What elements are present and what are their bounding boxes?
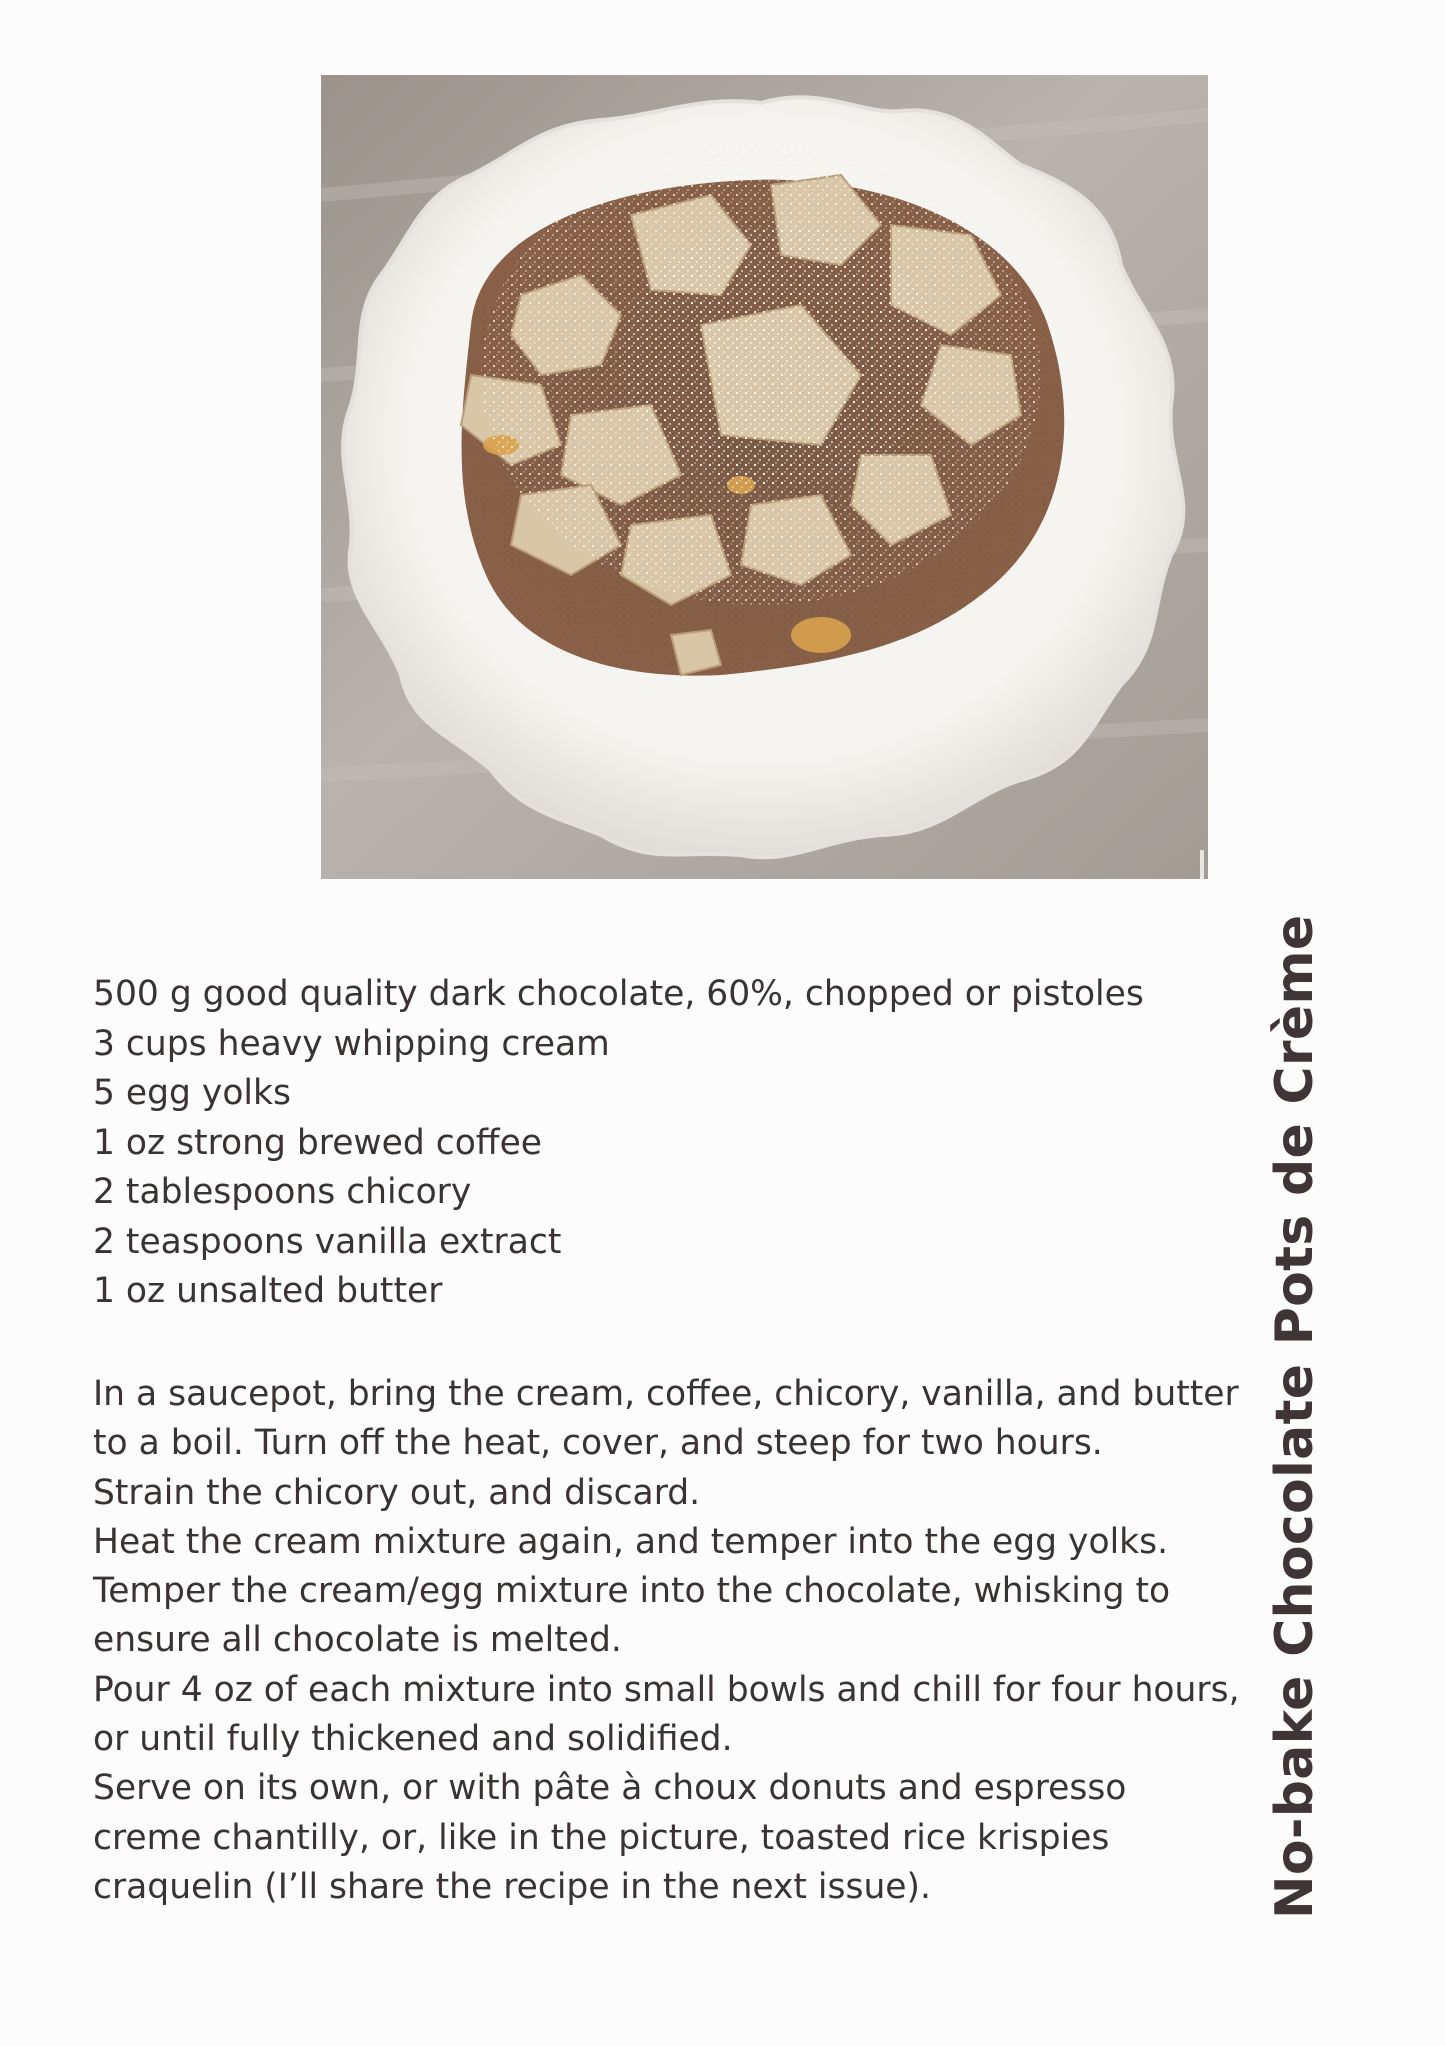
method-line: In a saucepot, bring the cream, coffee, chicory, vanilla, and butter <box>93 1374 1239 1414</box>
method-line: Temper the cream/egg mixture into the chocolate, whisking to <box>93 1571 1171 1612</box>
ingredient-item: 1 oz unsalted butter <box>93 1271 443 1311</box>
method-line: ensure all chocolate is melted. <box>93 1620 622 1661</box>
method-line: Pour 4 oz of each mixture into small bowls and chill for four hours, <box>93 1669 1240 1710</box>
method-line: Strain the chicory out, and discard. <box>93 1472 701 1513</box>
method-line: creme chantilly, or, like in the picture, toasted rice krispies <box>93 1817 1110 1858</box>
method-line: Serve on its own, or with pâte à choux donuts and espresso <box>93 1768 1127 1809</box>
method-line: Heat the cream mixture again, and temper into the egg yolks. <box>93 1521 1169 1562</box>
method-line: craquelin (I’ll share the recipe in the next issue). <box>93 1866 931 1907</box>
method-line: or until fully thickened and solidified. <box>93 1719 733 1760</box>
ingredient-item: 2 tablespoons chicory <box>93 1172 472 1212</box>
ingredient-item: 500 g good quality dark chocolate, 60%, chopped or pistoles <box>93 974 1144 1014</box>
ingredient-item: 3 cups heavy whipping cream <box>93 1023 610 1064</box>
ingredient-item: 5 egg yolks <box>93 1073 291 1113</box>
method-line: to a boil. Turn off the heat, cover, and steep for two hours. <box>93 1423 1103 1464</box>
method-instructions <box>93 1370 1240 1912</box>
ingredient-list <box>93 970 1144 1317</box>
recipe-title: No-bake Chocolate Pots de Crème <box>1265 914 1325 1919</box>
dessert-photo <box>321 75 1208 879</box>
ingredient-item: 1 oz strong brewed coffee <box>93 1122 543 1163</box>
ingredient-item: 2 teaspoons vanilla extract <box>93 1221 562 1262</box>
